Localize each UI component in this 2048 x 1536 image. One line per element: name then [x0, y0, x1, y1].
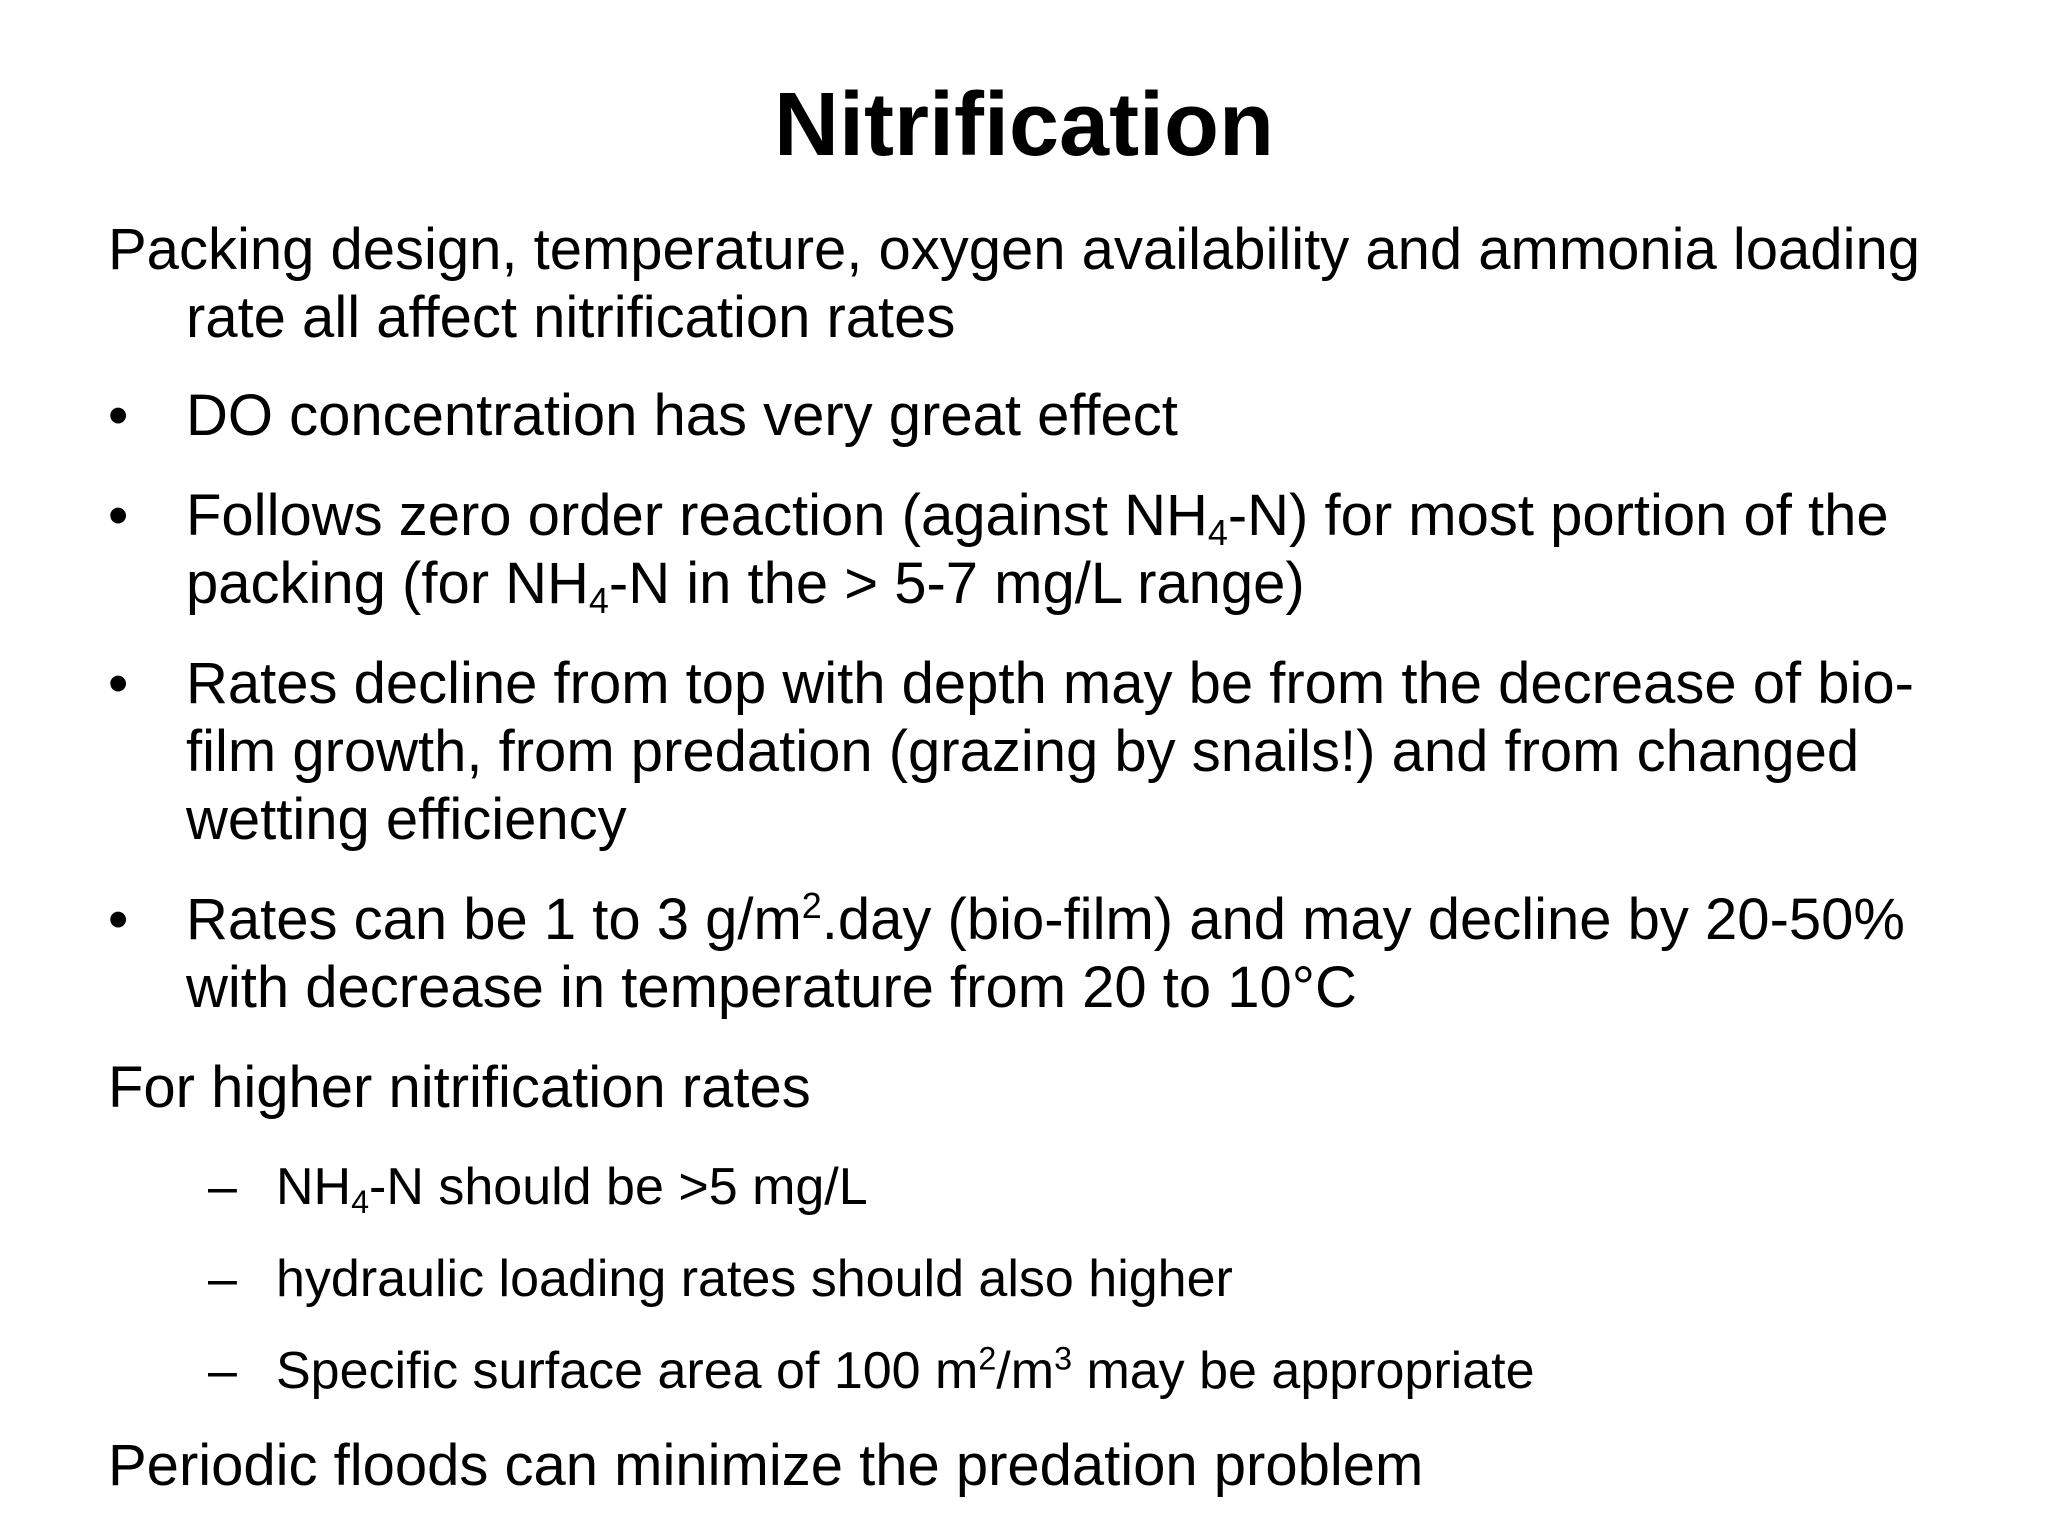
slide-title: Nitrification: [773, 75, 1274, 175]
superscript: 2: [801, 885, 822, 927]
sub-item-surface-area: [108, 1340, 1988, 1402]
sub-text-part: may be appropriate: [1072, 1342, 1535, 1400]
closing-paragraph: Periodic floods can minimize the predation problem: [108, 1433, 1424, 1498]
sub-item-hydraulic: [108, 1248, 1988, 1310]
higher-rates-heading: For higher nitrification rates: [108, 1055, 811, 1120]
dash-mark: –: [208, 1158, 237, 1216]
bullet-rates-range: [108, 886, 1988, 1022]
bullet-text-part: Rates can be 1 to 3 g/m: [186, 887, 802, 952]
bullet-mark: •: [108, 483, 129, 548]
intro-paragraph: Packing design, temperature, oxygen availability and ammonia loading rate all affect nitrification rates: [108, 217, 1920, 350]
bullet-do-concentration: [108, 382, 1988, 450]
subscript: 4: [1207, 512, 1228, 554]
bullet-mark: •: [108, 383, 129, 448]
bullet-text-part: .day (bio-film) and may decline by 20-50% with decrease in temperature from 20 to 10°C: [186, 887, 1905, 1020]
sub-text-part: -N should be >5 mg/L: [369, 1158, 868, 1216]
sub-text-part: NH: [276, 1158, 352, 1216]
sub-text-part: /m: [996, 1342, 1055, 1400]
bullet-text: DO concentration has very great effect: [186, 383, 1178, 448]
bullet-mark: •: [108, 651, 129, 716]
sub-text: hydraulic loading rates should also higher: [276, 1250, 1233, 1308]
subscript: 4: [588, 580, 609, 622]
superscript: 2: [978, 1340, 997, 1377]
sub-item-nh4: [108, 1156, 1988, 1221]
bullet-text-part: -N in the > 5-7 mg/L range): [608, 551, 1305, 616]
bullet-zero-order: [108, 482, 1988, 622]
bullet-mark: •: [108, 887, 129, 952]
sub-text-part: Specific surface area of 100 m: [276, 1342, 979, 1400]
dash-mark: –: [208, 1250, 237, 1308]
dash-mark: –: [208, 1342, 237, 1400]
slide-body: [108, 216, 1988, 1500]
bullet-text: Rates decline from top with depth may be from the decrease of bio-film growth, from predation (grazing by snails!) and from changed wetting efficiency: [186, 651, 1914, 852]
bullet-text-part: -N) for most portion of the packing (for NH: [186, 483, 1889, 616]
superscript: 3: [1054, 1340, 1072, 1377]
bullet-rates-decline: [108, 650, 1988, 854]
bullet-text-part: Follows zero order reaction (against NH: [186, 483, 1208, 548]
subscript: 4: [351, 1184, 370, 1221]
